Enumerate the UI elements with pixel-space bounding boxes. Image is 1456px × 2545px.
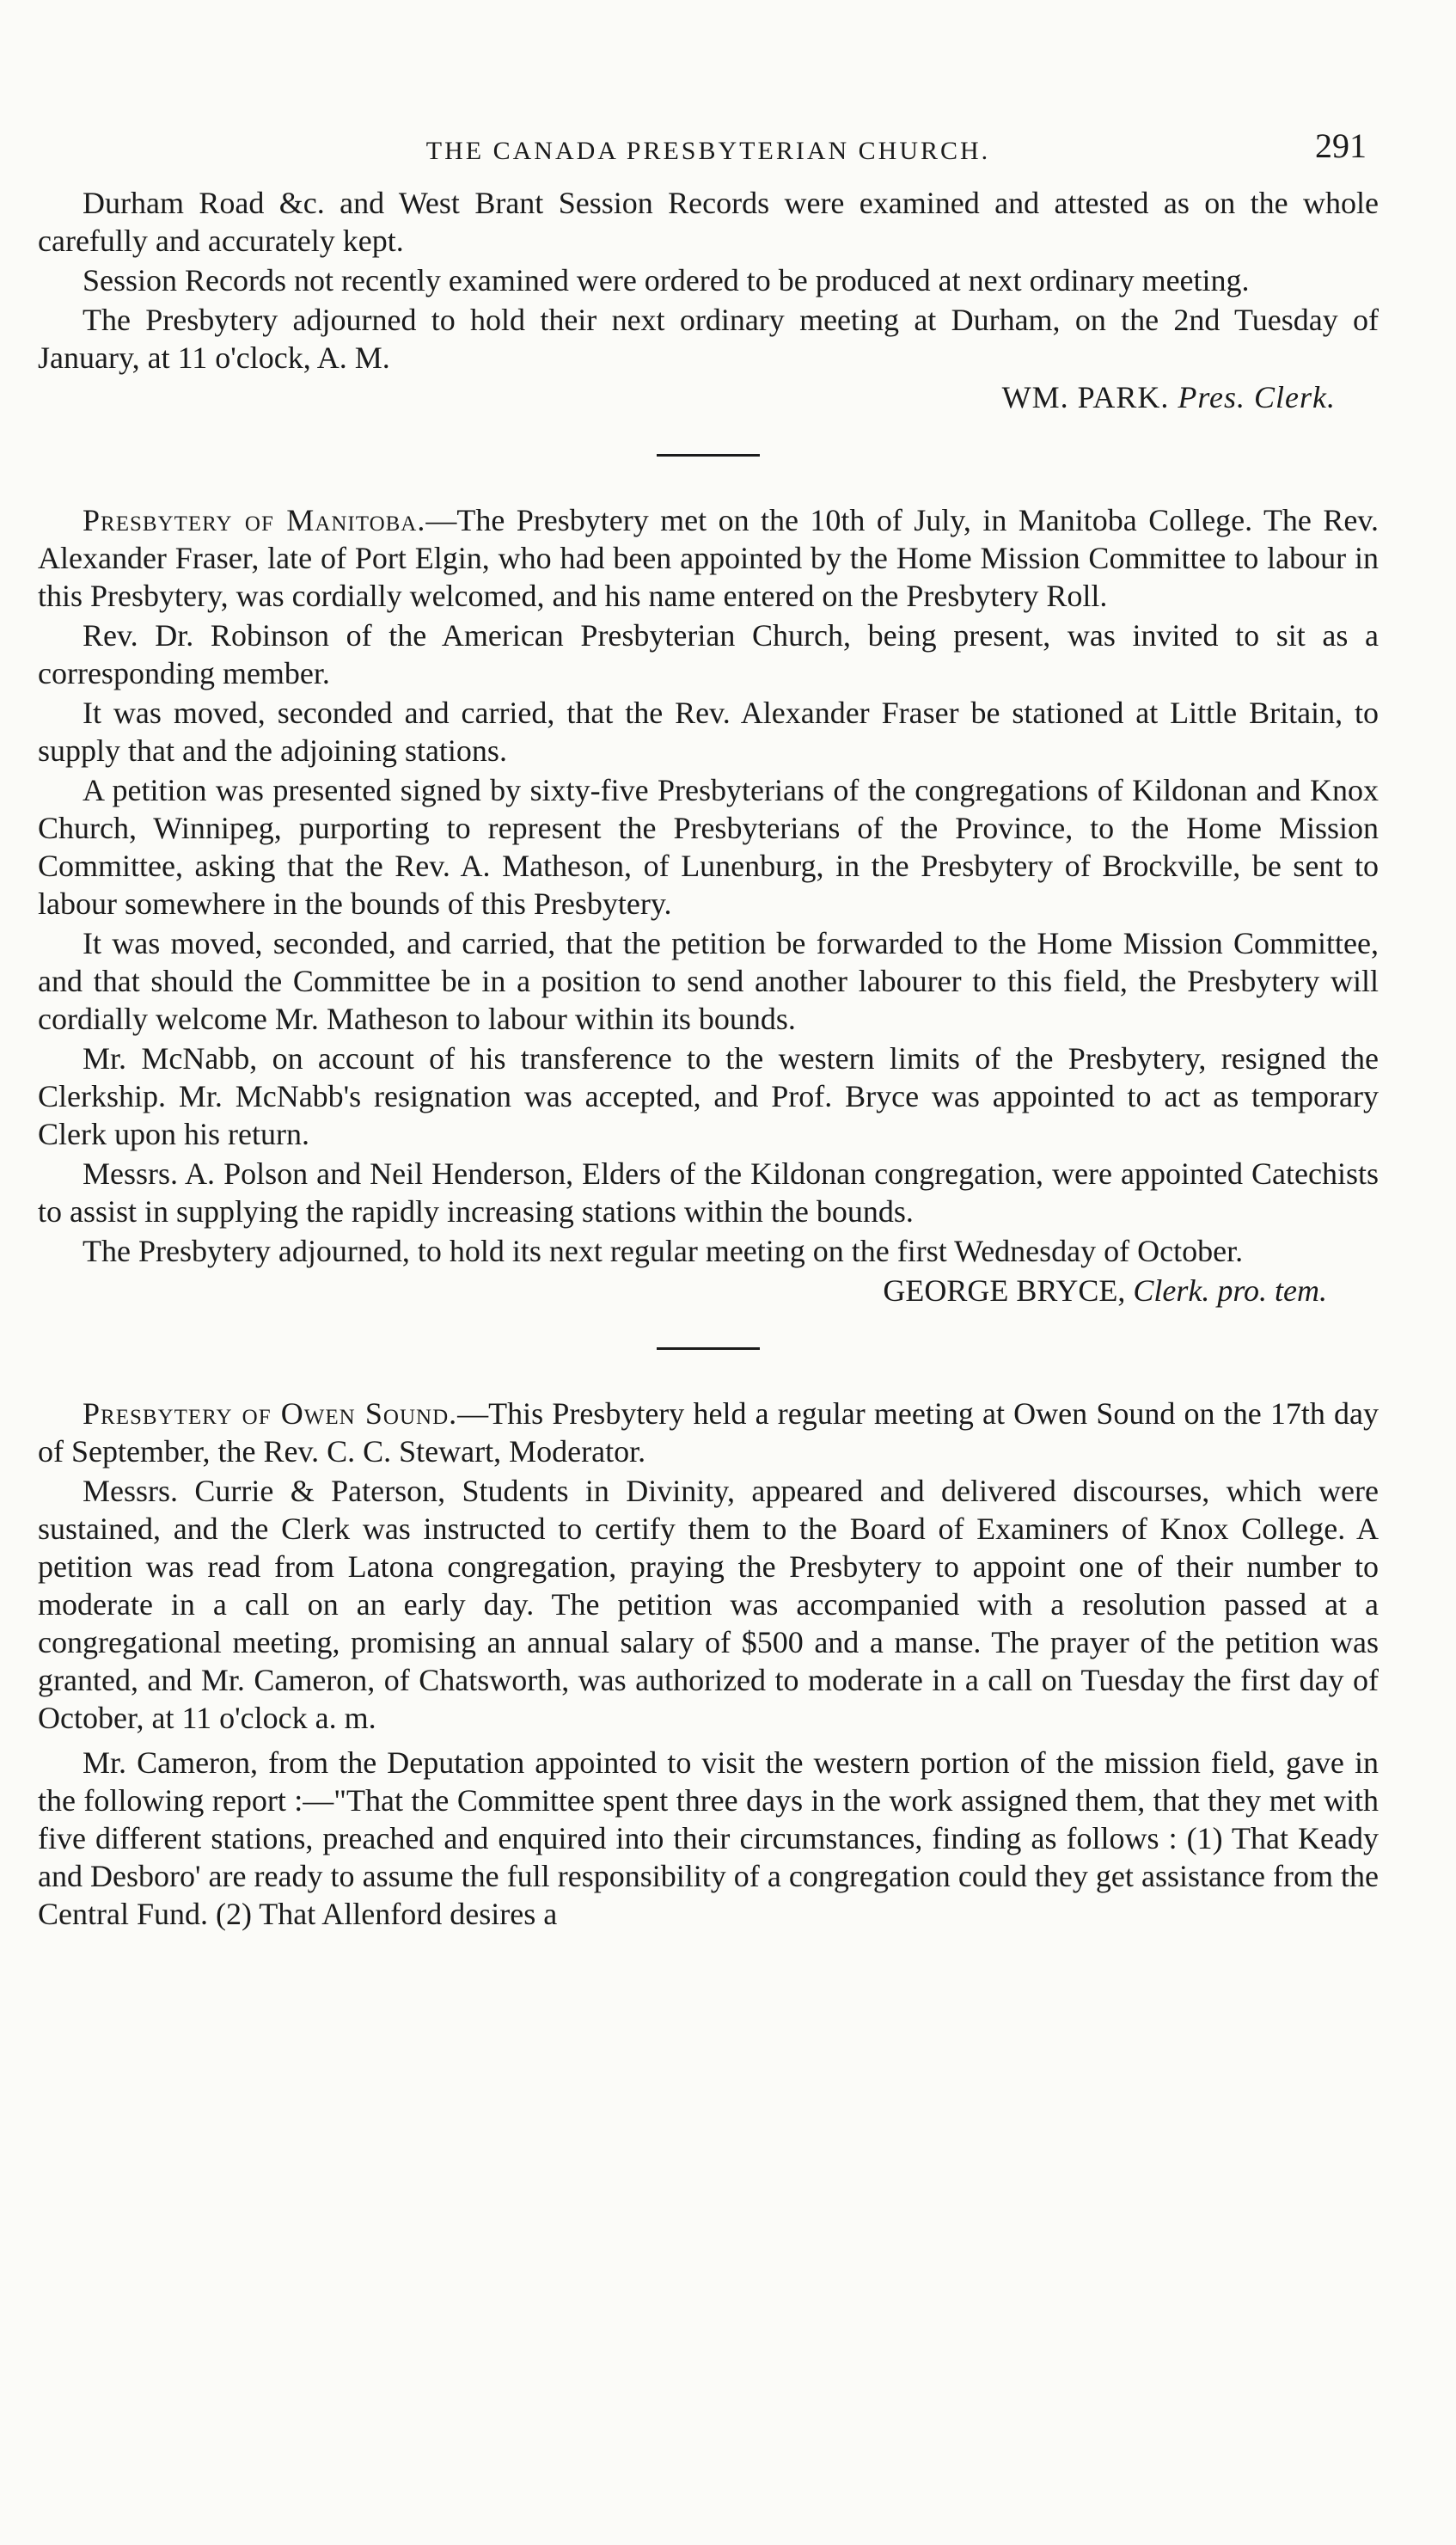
- paragraph: It was moved, seconded, and carried, that the petition be forwarded to the Home Mission Committee, and that should the Committee be in a position to send another labourer to this field, the Presbytery will cordially welcome Mr. Matheson to labour within its bounds.: [38, 926, 1379, 1036]
- section-divider: [657, 1347, 760, 1350]
- signature-name: GEORGE BRYCE,: [883, 1273, 1126, 1308]
- paragraph: Messrs. A. Polson and Neil Henderson, Elders of the Kildonan congregation, were appointed Catechists to assist in supplying the rapidly increasing stations within the bounds.: [38, 1156, 1379, 1229]
- signature: [38, 1272, 1379, 1309]
- paragraph: Mr. Cameron, from the Deputation appointed to visit the western portion of the mission field, gave in the following report :—"That the Committee spent three days in the work assigned them, that they met with five different stations, preached and enquired into their circumstances, finding as follows : (1) That Keady and Desboro' are ready to assume the full responsibility of a congregation could they get assistance from the Central Fund. (2) That Allenford desires a: [38, 1745, 1379, 1931]
- paragraph: Messrs. Currie & Paterson, Students in Divinity, appeared and delivered discourses, which were sustained, and the Clerk was instructed to certify them to the Board of Examiners of Knox College. A petition was read from Latona congregation, praying the Presbytery to appoint one of their number to moderate in a call on an early day. The petition was accompanied with a resolution passed at a congregational meeting, promising an annual salary of $500 and a manse. The prayer of the petition was granted, and Mr. Cameron, of Chatsworth, was authorized to moderate in a call on Tuesday the first day of October, at 11 o'clock a. m.: [38, 1474, 1379, 1735]
- paragraph: The Presbytery adjourned to hold their next ordinary meeting at Durham, on the 2nd Tuesday of January, at 11 o'clock, A. M.: [38, 303, 1379, 375]
- section-previous-report: [38, 184, 1379, 416]
- section-presbytery-manitoba: [38, 501, 1379, 1309]
- document-page: [38, 127, 1379, 1940]
- running-title: THE CANADA PRESBYTERIAN CHURCH.: [425, 137, 991, 165]
- section-heading: Presbytery of Manitoba.: [83, 503, 426, 537]
- paragraph: The Presbytery adjourned, to hold its next regular meeting on the first Wednesday of October.: [83, 1234, 1244, 1268]
- signature-role: Pres. Clerk.: [1178, 380, 1336, 414]
- page-number: 291: [1315, 126, 1367, 165]
- paragraph: Session Records not recently examined were ordered to be produced at next ordinary meeting.: [83, 263, 1250, 297]
- section-lead-paragraph: [38, 1395, 1379, 1470]
- signature: [38, 378, 1379, 416]
- paragraph: Mr. McNabb, on account of his transference to the western limits of the Presbytery, resigned the Clerkship. Mr. McNabb's resignation was accepted, and Prof. Bryce was appointed to act as temporary Clerk upon his return.: [38, 1041, 1379, 1151]
- section-heading: Presbytery of Owen Sound.: [83, 1396, 458, 1431]
- lead-text: —This Presbytery held a regular meeting at Owen Sound on the 17th day of September, the Rev. C. C. Stewart, Moderator.: [38, 1396, 1380, 1469]
- section-divider: [657, 454, 760, 457]
- paragraph: Rev. Dr. Robinson of the American Presbyterian Church, being present, was invited to sit as a corresponding member.: [38, 618, 1379, 690]
- paragraph: Durham Road &c. and West Brant Session Records were examined and attested as on the whole carefully and accurately kept.: [38, 186, 1379, 258]
- lead-text: —The Presbytery met on the 10th of July, in Manitoba College. The Rev. Alexander Fraser, late of Port Elgin, who had been appointed by the Home Mission Committee to labour in this Presbytery, was cordially welcomed, and his name entered on the Presbytery Roll.: [38, 503, 1379, 613]
- signature-name: WM. PARK.: [1001, 380, 1170, 414]
- paragraph: A petition was presented signed by sixty-five Presbyterians of the congregations of Kildonan and Knox Church, Winnipeg, purporting to represent the Presbyterians of the Province, to the Home Mission Committee, asking that the Rev. A. Matheson, of Lunenburg, in the Presbytery of Brockville, be sent to labour somewhere in the bounds of this Presbytery.: [38, 773, 1379, 921]
- running-header: [38, 127, 1379, 179]
- section-presbytery-owen-sound: [38, 1395, 1379, 1933]
- section-lead-paragraph: [38, 501, 1379, 615]
- signature-role: Clerk. pro. tem.: [1133, 1273, 1327, 1308]
- paragraph: It was moved, seconded and carried, that the Rev. Alexander Fraser be stationed at Little Britain, to supply that and the adjoining stations.: [38, 696, 1379, 768]
